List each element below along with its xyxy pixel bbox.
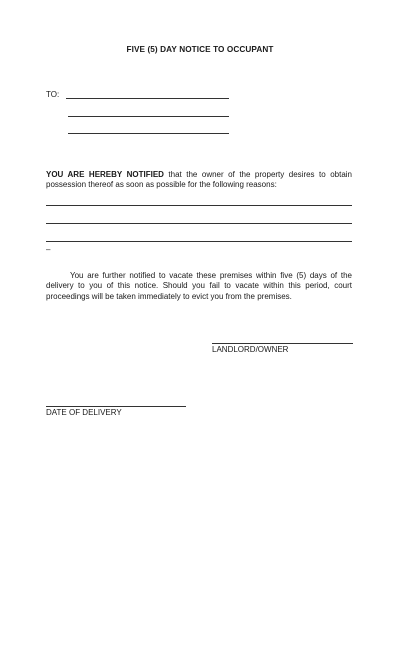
to-line-1	[66, 98, 229, 99]
landlord-signature-line	[212, 343, 353, 344]
notice-paragraph	[46, 170, 352, 191]
to-line-2	[68, 116, 229, 117]
reason-dash: –	[46, 245, 51, 254]
reason-line-1	[46, 205, 352, 206]
further-notice-text: You are further notified to vacate these premises within five (5) days of the delivery to you of this notice. Should you fail to vacate within this period, court proceedings will be taken immediately to evict you from the premises.	[46, 271, 352, 301]
notice-body-text: that the owner of the property desires to obtain possession thereof as soon as possible for the following reasons:	[46, 170, 353, 190]
reason-line-3	[46, 241, 352, 242]
landlord-owner-label: LANDLORD/OWNER	[212, 345, 289, 354]
further-notice-paragraph	[46, 271, 352, 302]
to-label: TO:	[46, 90, 60, 99]
document-title: FIVE (5) DAY NOTICE TO OCCUPANT	[126, 45, 274, 54]
reason-line-2	[46, 223, 352, 224]
notice-bold-text: YOU ARE HEREBY NOTIFIED	[46, 170, 164, 179]
delivery-date-line	[46, 406, 186, 407]
date-of-delivery-label: DATE OF DELIVERY	[46, 408, 122, 417]
to-line-3	[68, 133, 229, 134]
